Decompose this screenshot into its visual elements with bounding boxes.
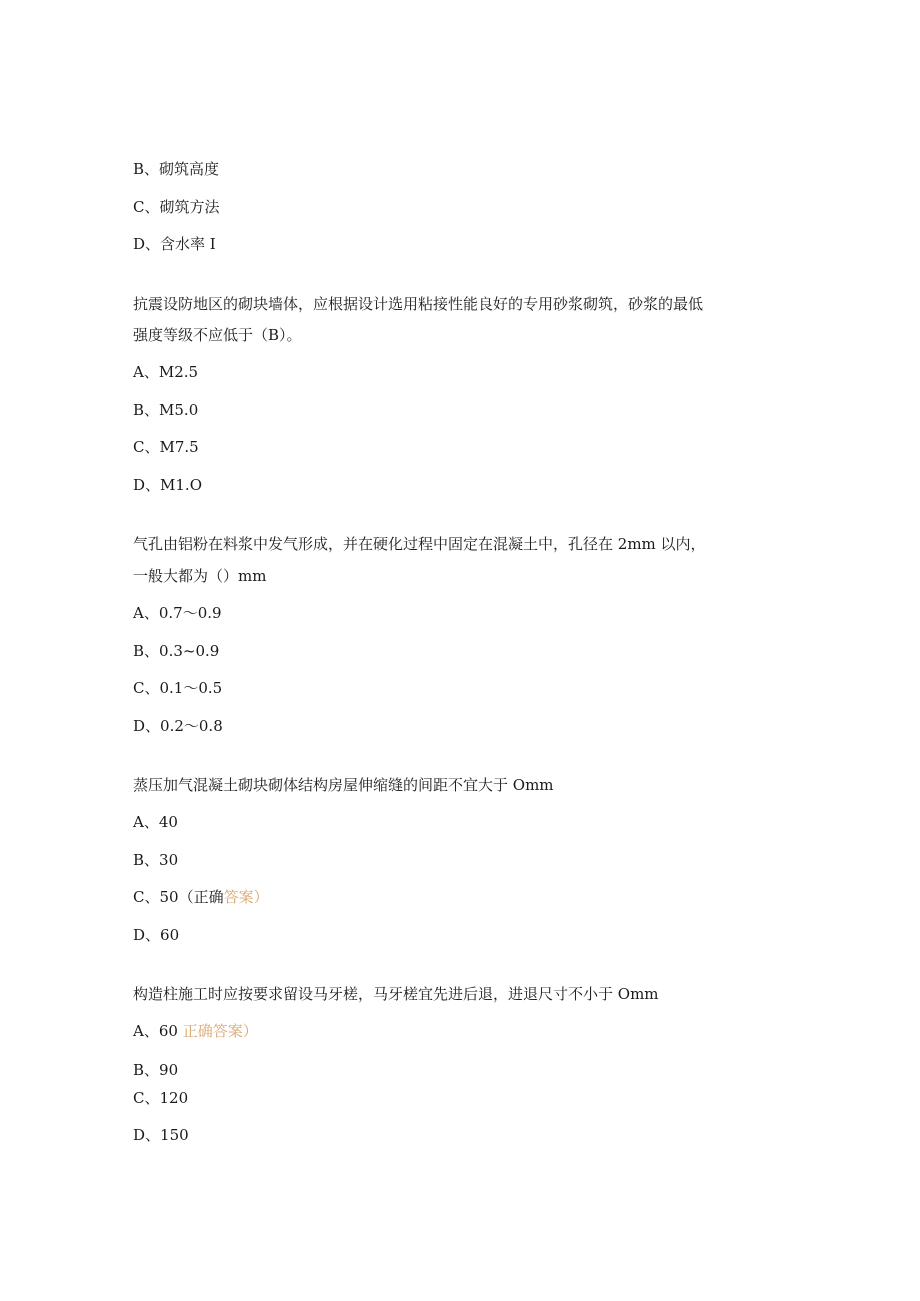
- option-q4-d: D、150: [133, 1126, 189, 1144]
- option-q3-d: D、60: [133, 926, 180, 944]
- correct-answer-marker: 答案）: [223, 888, 269, 906]
- option-q4-a: [133, 1021, 258, 1041]
- option-q3-c-text: C、50（正确: [133, 888, 224, 906]
- option-q3-b: B、30: [133, 851, 179, 869]
- option-q2-b: B、0.3~0.9: [133, 642, 220, 660]
- option-q0-d: D、含水率 I: [133, 235, 216, 253]
- option-q3-a: A、40: [133, 813, 178, 831]
- question-2-stem-line1: 气孔由铝粉在料浆中发气形成，并在硬化过程中固定在混凝土中，孔径在 2mm 以内，: [133, 535, 706, 553]
- question-1-stem-line1: 抗震设防地区的砌块墙体，应根据设计选用粘接性能良好的专用砂浆砌筑，砂浆的最低: [133, 295, 704, 313]
- correct-answer-marker: 正确答案）: [182, 1022, 258, 1040]
- option-q2-c: C、0.1～0.5: [133, 679, 223, 697]
- option-q2-d: D、0.2～0.8: [133, 717, 223, 735]
- option-q0-c: C、砌筑方法: [133, 198, 220, 216]
- option-q1-a: A、M2.5: [133, 363, 199, 381]
- option-q4-a-text: A、60: [133, 1022, 183, 1040]
- option-q4-b: B、90: [133, 1061, 179, 1079]
- question-4-stem: 构造柱施工时应按要求留设马牙槎，马牙槎宜先进后退，进退尺寸不小于 Omm: [133, 985, 659, 1003]
- option-q0-b: B、砌筑高度: [133, 160, 220, 178]
- option-q1-c: C、M7.5: [133, 438, 199, 456]
- question-2-stem-line2: 一般大都为（）mm: [133, 567, 267, 585]
- option-q4-c: C、120: [133, 1089, 189, 1107]
- option-q2-a: A、0.7～0.9: [133, 604, 222, 622]
- question-1-stem-line2: 强度等级不应低于（B）。: [133, 326, 302, 344]
- option-q1-d: D、M1.O: [133, 476, 202, 494]
- option-q3-c: [133, 887, 269, 907]
- question-3-stem: 蒸压加气混凝土砌块砌体结构房屋伸缩缝的间距不宜大于 Omm: [133, 776, 554, 794]
- option-q1-b: B、M5.0: [133, 401, 199, 419]
